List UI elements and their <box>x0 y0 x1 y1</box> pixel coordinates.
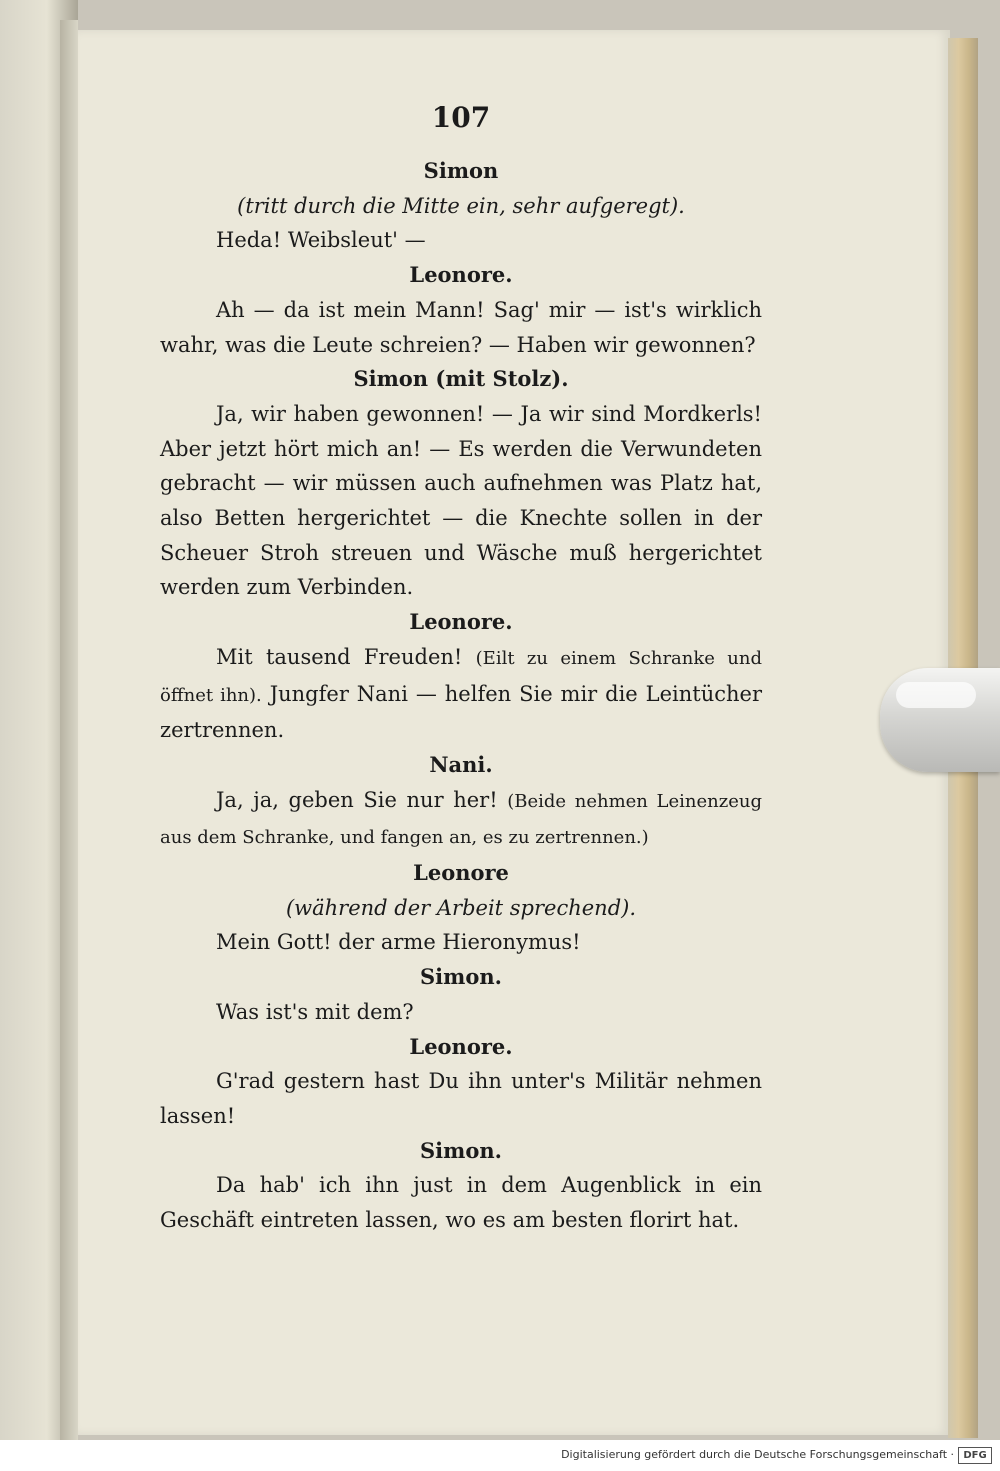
dialogue: Ja, wir haben gewonnen! — Ja wir sind Mordkerls! Aber jetzt hört mich an! — Es werden die Verwundeten gebracht — wir müssen auch aufnehmen was Platz hat, also Betten hergerichtet — die Knechte sollen in der Scheuer Stroh streuen und Wäsche muß hergerichtet werden zum Verbinden. <box>160 401 762 600</box>
dfg-logo-icon: DFG <box>958 1447 992 1464</box>
footer-bar <box>0 1440 1000 1471</box>
dialogue-text: Jungfer Nani — helfen Sie mir die Leintücher zertrennen. <box>160 681 762 743</box>
speaker-simon: Simon. <box>420 964 502 990</box>
speaker-simon: Simon <box>423 158 499 183</box>
dialogue-text: Ja, ja, geben Sie nur her! <box>216 787 498 812</box>
speaker-leonore: Leonore. <box>409 1033 513 1059</box>
dialogue: Mein Gott! der arme Hieronymus! <box>216 930 581 955</box>
page-clip <box>880 668 1000 772</box>
speaker-leonore: Leonore <box>413 860 509 886</box>
dialogue: Ah — da ist mein Mann! Sag' mir — ist's wirklich wahr, was die Leute schreien? — Haben wir gewonnen? <box>160 297 762 357</box>
speaker-leonore: Leonore. <box>409 609 513 635</box>
speaker-nani: Nani. <box>429 751 493 777</box>
footer-credit: Digitalisierung gefördert durch die Deutsche Forschungsgemeinschaft · <box>561 1448 954 1461</box>
dialogue-text: Mit tausend Freuden! <box>216 644 463 669</box>
inline-stage-direction: (Beide nehmen Leinenzeug aus dem Schranke, und fangen an, es zu zertrennen.) <box>160 790 762 849</box>
dialogue <box>160 783 762 856</box>
speaker-simon: Simon (mit Stolz). <box>353 366 569 392</box>
speaker-simon: Simon. <box>420 1137 502 1163</box>
clip-highlight <box>896 682 976 708</box>
dialogue: Heda! Weibsleut' — <box>216 228 426 253</box>
dialogue <box>160 640 762 748</box>
page-text <box>160 100 762 1238</box>
stage-direction: (während der Arbeit sprechend). <box>285 895 637 920</box>
inline-stage-direction: (Eilt zu einem Schranke und öffnet ihn). <box>160 647 762 706</box>
dialogue: G'rad gestern hast Du ihn unter's Militär nehmen lassen! <box>160 1069 762 1128</box>
stage-direction: (tritt durch die Mitte ein, sehr aufgeregt). <box>237 193 685 218</box>
book-gutter <box>60 20 78 1440</box>
speaker-leonore: Leonore. <box>409 262 513 288</box>
page-number: 107 <box>431 101 491 134</box>
dialogue: Was ist's mit dem? <box>216 999 414 1024</box>
dialogue: Da hab' ich ihn just in dem Augenblick in ein Geschäft eintreten lassen, wo es am besten florirt hat. <box>160 1173 762 1233</box>
